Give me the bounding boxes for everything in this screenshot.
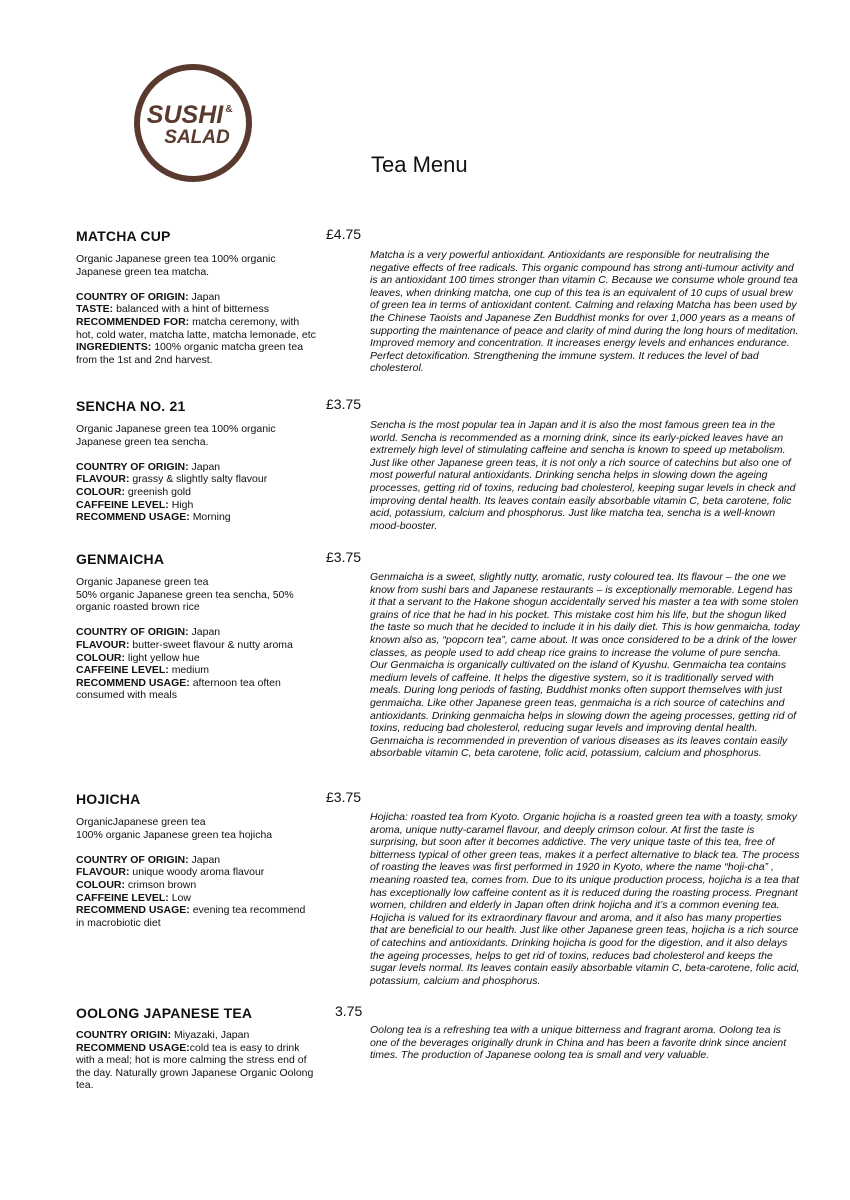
item-description: Sencha is the most popular tea in Japan and it is also the most famous green tea in the world. Sencha is recommended as a morning drink, since its early-picked leaves have an extremely high level of stimulating caffeine and sencha is known to speed up metabolism. Just like other Japanese green teas, it is not only a rich source of catechins but also one of most powerful natural antioxidants. Drinking sencha helps in slowing down the ageing processes, getting rid of toxins, reducing bad cholesterol, keeping sugar levels in check and improving dental health. Its leaves contain easily absorbable vitamin C, beta carotene, folic acid, potassium, calcium and phosphorus. Just like matcha tea, sencha is a well-known mood-booster.: [370, 419, 796, 532]
item-attribute: RECOMMEND USAGE: afternoon tea often consumed with meals: [76, 676, 281, 702]
sushi-salad-logo: [133, 63, 253, 183]
page-title: Tea Menu: [371, 152, 468, 177]
item-details: [76, 816, 316, 929]
item-description: Matcha is a very powerful antioxidant. Antioxidants are responsible for neutralising the negative effects of free radicals. This organic compound has strong anti-tumour activity and is an antioxidant 100 times stronger than vitamin C. Because we consume whole ground tea leaves, when drinking matcha, one cup of this tea is an equivalent of 10 cups of usual brew of green tea in terms of antioxidant content. Calming and relaxing Matcha has been used by the Chinese Taoists and Japanese Zen Buddhist monks for over 1,000 years as a means of supporting the maintenance of peace and clarity of mind during the long hours of meditation. Improved memory and concentration. It increases energy levels and enhances endurance. Perfect detoxification. Strengthening the immune system. It reduces the level of bad cholesterol.: [370, 249, 799, 375]
item-attribute: RECOMMEND USAGE: evening tea recommend in macrobiotic diet: [76, 904, 306, 929]
logo-line1: SUSHI: [146, 101, 224, 129]
item-summary: OrganicJapanese green tea: [76, 816, 206, 828]
item-details: [76, 423, 316, 524]
item-attribute: COLOUR: greenish gold: [76, 485, 191, 498]
item-attribute: COUNTRY OF ORIGIN: Japan: [76, 290, 221, 303]
item-name: SENCHA NO. 21: [76, 398, 186, 414]
logo-line2: SALAD: [164, 127, 230, 148]
item-attribute: COUNTRY ORIGIN: Miyazaki, Japan: [76, 1029, 250, 1041]
item-name: OOLONG JAPANESE TEA: [76, 1005, 253, 1021]
item-summary: Organic Japanese green tea: [76, 576, 209, 588]
item-description: Genmaicha is a sweet, slightly nutty, aromatic, rusty coloured tea. Its flavour – the one we know from sushi bars and Japanese restaurants – is exceptionally memorable. Legend has it that a servant to the Hakone shogun accidentally served his master a tea with some stolen grains of rice that he had in his pocket. This mistake cost him his life, but the shogun liked the taste so much that he decided to include it in his daily diet. This is how genmaicha, today known also as, “popcorn tea”, came about. It was once considered to be a drink of the lower classes, as people used to add cheap rice grains to increase the volume of pure sencha. Our Genmaicha is organically cultivated on the island of Kyushu. Genmaicha tea contains medium levels of caffeine. It helps the digestive system, so it is traditionally served with meals. During long periods of fasting, Buddhist monks often support themselves with just genmaicha. Like other Japanese green teas, genmaicha is a rich source of catechins and antioxidants. Drinking genmaicha helps in slowing down the ageing processes, getting rid of toxins, reducing bad cholesterol, reducing sugar levels and improving dental health. Genmaicha is recommended in prevention of various diseases as its leaves contain easily absorbable vitamin C, beta carotene, folic acid, potassium, calcium and phosphorus.: [370, 571, 800, 760]
logo-ampersand: &: [225, 104, 233, 115]
item-name: MATCHA CUP: [76, 228, 171, 244]
item-attribute: RECOMMEND USAGE: Morning: [76, 511, 231, 524]
item-attribute: RECOMMEND USAGE:cold tea is easy to drink with a meal; hot is more calming the stress end of the day. Naturally grown Japanese Organic Oolong tea.: [76, 1041, 314, 1092]
item-summary: 100% organic Japanese green tea hojicha: [76, 828, 273, 841]
item-attribute: RECOMMENDED FOR: matcha ceremony, with hot, cold water, matcha latte, matcha lemonade, etc: [76, 315, 316, 341]
item-name: HOJICHA: [76, 791, 141, 807]
item-summary: Organic Japanese green tea 100% organic Japanese green tea matcha.: [76, 253, 276, 278]
item-price: £3.75: [326, 396, 362, 412]
item-attribute: COUNTRY OF ORIGIN: Japan: [76, 460, 221, 473]
item-price: 3.75: [335, 1003, 363, 1019]
item-attribute: COUNTRY OF ORIGIN: Japan: [76, 853, 221, 866]
item-details: [76, 576, 316, 702]
item-attribute: COLOUR: light yellow hue: [76, 651, 200, 664]
item-attribute: FLAVOUR: unique woody aroma flavour: [76, 866, 265, 879]
item-attribute: CAFFEINE LEVEL: High: [76, 498, 194, 511]
item-description: Hojicha: roasted tea from Kyoto. Organic hojicha is a roasted green tea with a toasty, smoky aroma, unique nutty-caramel flavour, and deeply crimson colour. At first the taste is surprising, but soon after it becomes addictive. The very unique taste of this tea, free of bitterness typical of other green teas, makes it a perfect alternative to black tea. The process of roasting the leaves was first performed in 1920 in Kyoto, where the name “hoji-cha” , meaning roasted tea, comes from. Due to its unique production process, hojicha is a tea that has exceptionally low caffeine content as it is reduced during the roasting process. Pregnant women, children and elderly in Japan often drink hojicha and it’s a common evening tea. Hojicha is valued for its extraordinary flavour and aroma, and it also has many properties that are beneficial to our health. Just like other Japanese green teas, hojicha is a rich source of catechins and antioxidants. Drinking hojicha is good for the digestion, and it also delays the ageing processes, helps to get rid of toxins, reduces bad cholesterol and keeps the sugar levels normal. Its leaves contain easily absorbable vitamin C, beta-carotene, folic acid, potassium, calcium and phosphorus.: [370, 811, 800, 987]
item-details: [76, 1029, 316, 1092]
item-attribute: COUNTRY OF ORIGIN: Japan: [76, 626, 221, 639]
item-summary: Organic Japanese green tea 100% organic Japanese green tea sencha.: [76, 423, 276, 448]
item-details: [76, 253, 316, 366]
item-price: £4.75: [326, 226, 362, 242]
item-attribute: FLAVOUR: grassy & slightly salty flavour: [76, 473, 268, 486]
item-summary: 50% organic Japanese green tea sencha, 50% organic roasted brown rice: [76, 588, 294, 614]
item-attribute: FLAVOUR: butter-sweet flavour & nutty aroma: [76, 638, 293, 651]
item-description: Oolong tea is a refreshing tea with a unique bitterness and fragrant aroma. Oolong tea is one of the beverages originally drunk in China and has been a favorite drink since ancient times. The production of Japanese oolong tea is small and very valuable.: [370, 1024, 787, 1062]
item-attribute: TASTE: balanced with a hint of bitterness: [76, 303, 269, 316]
item-attribute: INGREDIENTS: 100% organic matcha green tea from the 1st and 2nd harvest.: [76, 341, 304, 366]
item-attribute: CAFFEINE LEVEL: medium: [76, 664, 210, 677]
item-attribute: CAFFEINE LEVEL: Low: [76, 891, 191, 904]
item-price: £3.75: [326, 549, 362, 565]
item-price: £3.75: [326, 789, 362, 805]
item-name: GENMAICHA: [76, 551, 165, 567]
item-attribute: COLOUR: crimson brown: [76, 878, 197, 891]
